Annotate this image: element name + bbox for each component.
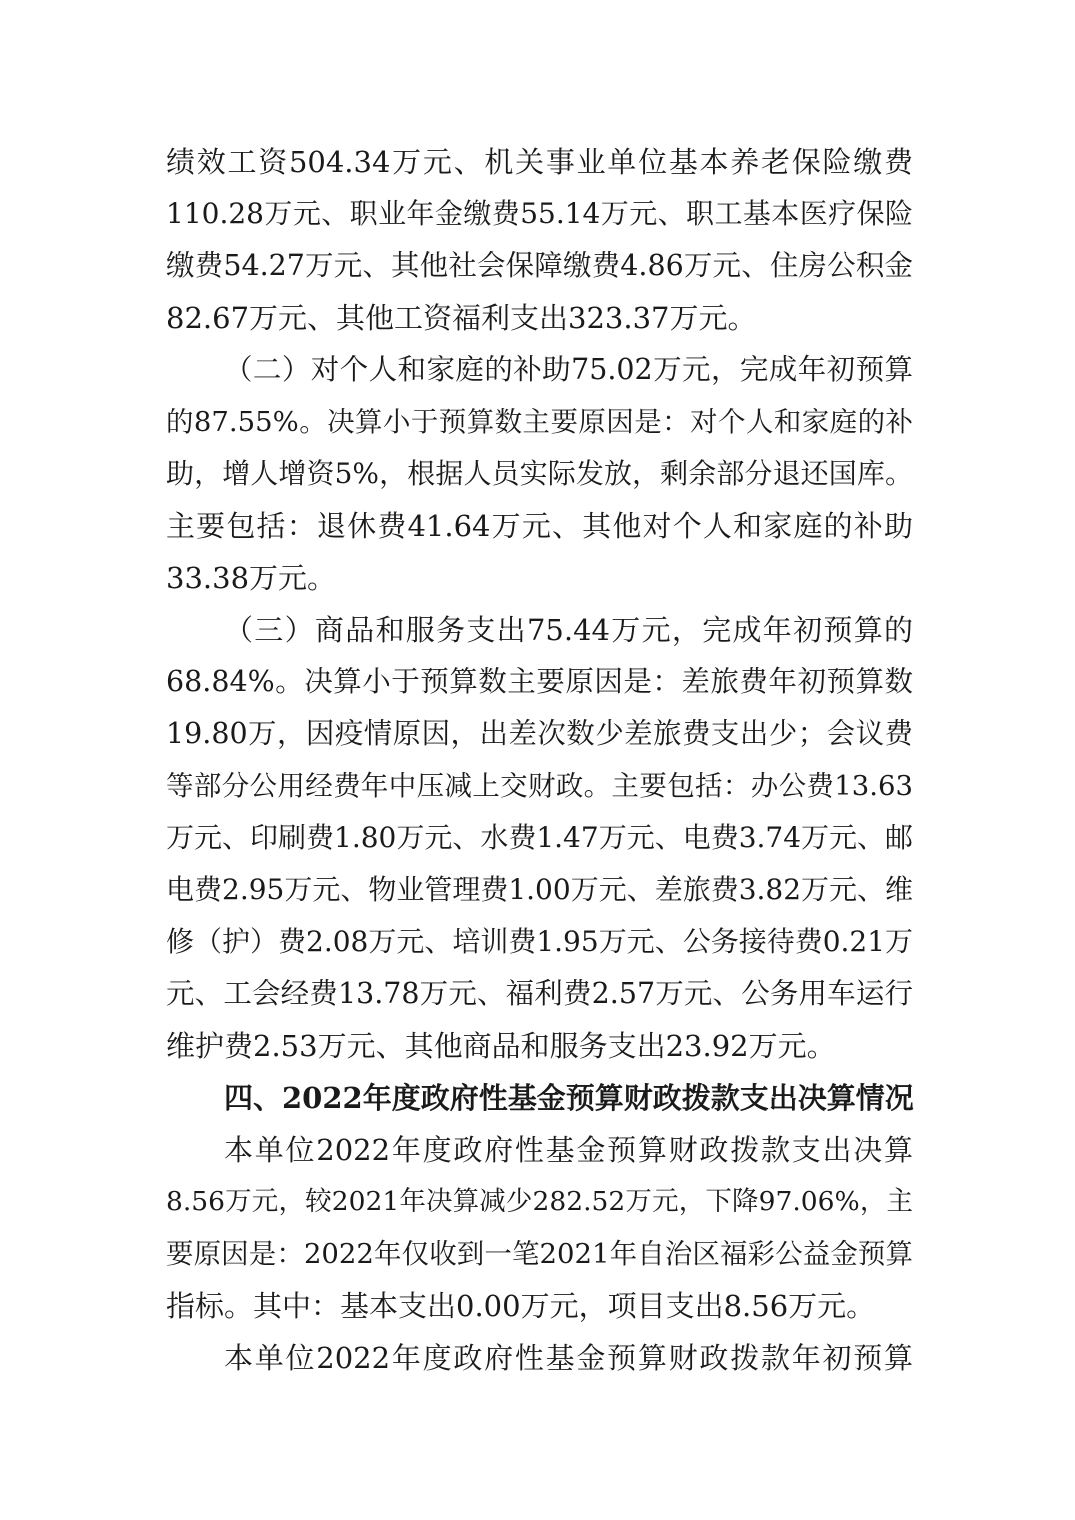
paragraph-line: 82.67万元、其他工资福利支出323.37万元。: [166, 301, 757, 335]
paragraph-line: （二）对个人和家庭的补助75.02万元，完成年初预算: [224, 353, 913, 386]
paragraph-line: 110.28万元、职业年金缴费55.14万元、职工基本医疗保险: [166, 197, 913, 230]
paragraph-line: 19.80万，因疫情原因，出差次数少差旅费支出少；会议费: [166, 717, 913, 750]
paragraph-line: 助，增人增资5%，根据人员实际发放，剩余部分退还国库。: [166, 457, 913, 490]
paragraph-line: 主要包括：退休费41.64万元、其他对个人和家庭的补助: [166, 509, 913, 543]
paragraph-line: 的87.55%。决算小于预算数主要原因是：对个人和家庭的补: [166, 406, 913, 438]
paragraph-line: 33.38万元。: [166, 561, 337, 595]
paragraph-line: （三）商品和服务支出75.44万元，完成年初预算的: [224, 613, 913, 647]
paragraph-line: 指标。其中：基本支出0.00万元，项目支出8.56万元。: [166, 1289, 876, 1323]
section-heading: 四、2022年度政府性基金预算财政拨款支出决算情况: [224, 1081, 914, 1115]
paragraph-line: 修（护）费2.08万元、培训费1.95万元、公务接待费0.21万: [166, 925, 914, 958]
paragraph-line: 电费2.95万元、物业管理费1.00万元、差旅费3.82万元、维: [166, 873, 914, 906]
paragraph-line: 8.56万元，较2021年决算减少282.52万元，下降97.06%，主: [166, 1186, 913, 1217]
paragraph-line: 68.84%。决算小于预算数主要原因是：差旅费年初预算数: [166, 665, 913, 698]
paragraph-line: 万元、印刷费1.80万元、水费1.47万元、电费3.74万元、邮: [166, 821, 914, 854]
paragraph-line: 要原因是：2022年仅收到一笔2021年自治区福彩公益金预算: [166, 1238, 913, 1270]
paragraph-line: 缴费54.27万元、其他社会保障缴费4.86万元、住房公积金: [166, 249, 913, 282]
paragraph-line: 维护费2.53万元、其他商品和服务支出23.92万元。: [166, 1029, 836, 1063]
paragraph-line: 本单位2022年度政府性基金预算财政拨款年初预算: [224, 1341, 913, 1375]
paragraph-line: 元、工会经费13.78万元、福利费2.57万元、公务用车运行: [166, 977, 913, 1010]
paragraph-line: 本单位2022年度政府性基金预算财政拨款支出决算: [224, 1133, 913, 1167]
paragraph-line: 绩效工资504.34万元、机关事业单位基本养老保险缴费: [166, 145, 913, 179]
paragraph-line: 等部分公用经费年中压减上交财政。主要包括：办公费13.63: [166, 770, 913, 802]
